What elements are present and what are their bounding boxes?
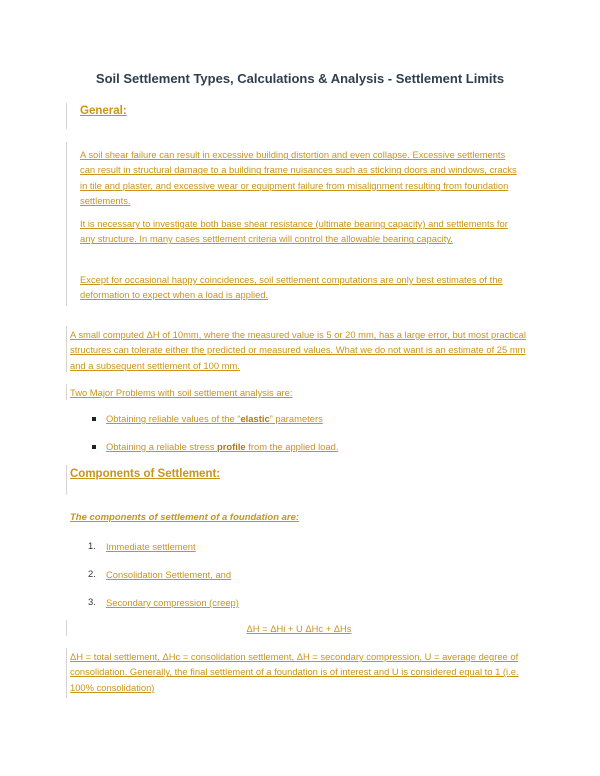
component-item: Secondary compression (creep)	[106, 597, 239, 608]
general-paragraph-1: A soil shear failure can result in excessive building distortion and even collapse. Excessive settlements can result in structural damage to a building frame nuisances such as sticking doors and windows, cracks in tile and plaster, and excessive wear or equipment failure from misalignment resulting from foundation settlements.	[80, 149, 517, 207]
component-item: Consolidation Settlement, and	[106, 569, 232, 580]
problem-item-2: Obtaining a reliable stress profile from the applied load.	[106, 441, 339, 452]
problems-intro: Two Major Problems with soil settlement analysis are:	[70, 387, 293, 398]
error-note-paragraph: A small computed ΔH of 10mm, where the measured value is 5 or 20 mm, has a large error, but most practical structures can tolerate either the predicted or measured values. What we do not want is an estimate of 25 mm and a subsequent settlement of 100 mm.	[70, 329, 526, 371]
list-number: 3.	[88, 596, 96, 607]
page-title: Soil Settlement Types, Calculations & Analysis - Settlement Limits	[95, 71, 505, 86]
bullet-marker	[92, 445, 96, 449]
bullet-marker	[92, 417, 96, 421]
general-paragraph-3: Except for occasional happy coincidences, soil settlement computations are only best estimates of the deformation to expect when a load is applied.	[80, 274, 503, 301]
section-bar	[66, 648, 67, 698]
components-subheading: The components of settlement of a foundation are:	[70, 512, 300, 523]
component-item: Immediate settlement	[106, 541, 196, 552]
problem-item-1: Obtaining reliable values of the “elastic” parameters	[106, 413, 323, 424]
formula-definition: ΔH = total settlement, ΔHc = consolidation settlement, ΔH = secondary compression, U = average degree of consolidation. Generally, the final settlement of a foundation is of interest and U is considered equal to 1 (i.e. 100% consolidation)	[70, 651, 519, 693]
components-heading: Components of Settlement:	[70, 468, 221, 480]
section-bar	[66, 142, 67, 306]
list-number: 2.	[88, 568, 96, 579]
general-heading: General:	[80, 105, 127, 117]
section-bar	[66, 384, 67, 400]
section-bar	[66, 326, 67, 372]
section-bar	[66, 465, 67, 495]
general-paragraph-2: It is necessary to investigate both base shear resistance (ultimate bearing capacity) and settlements for any structure. In many cases settlement criteria will control the allowable bearing capacity.	[80, 218, 508, 245]
list-number: 1.	[88, 540, 96, 551]
section-bar	[66, 103, 67, 129]
settlement-formula: ΔH = ΔHi + U ΔHc + ΔHs	[246, 623, 352, 634]
